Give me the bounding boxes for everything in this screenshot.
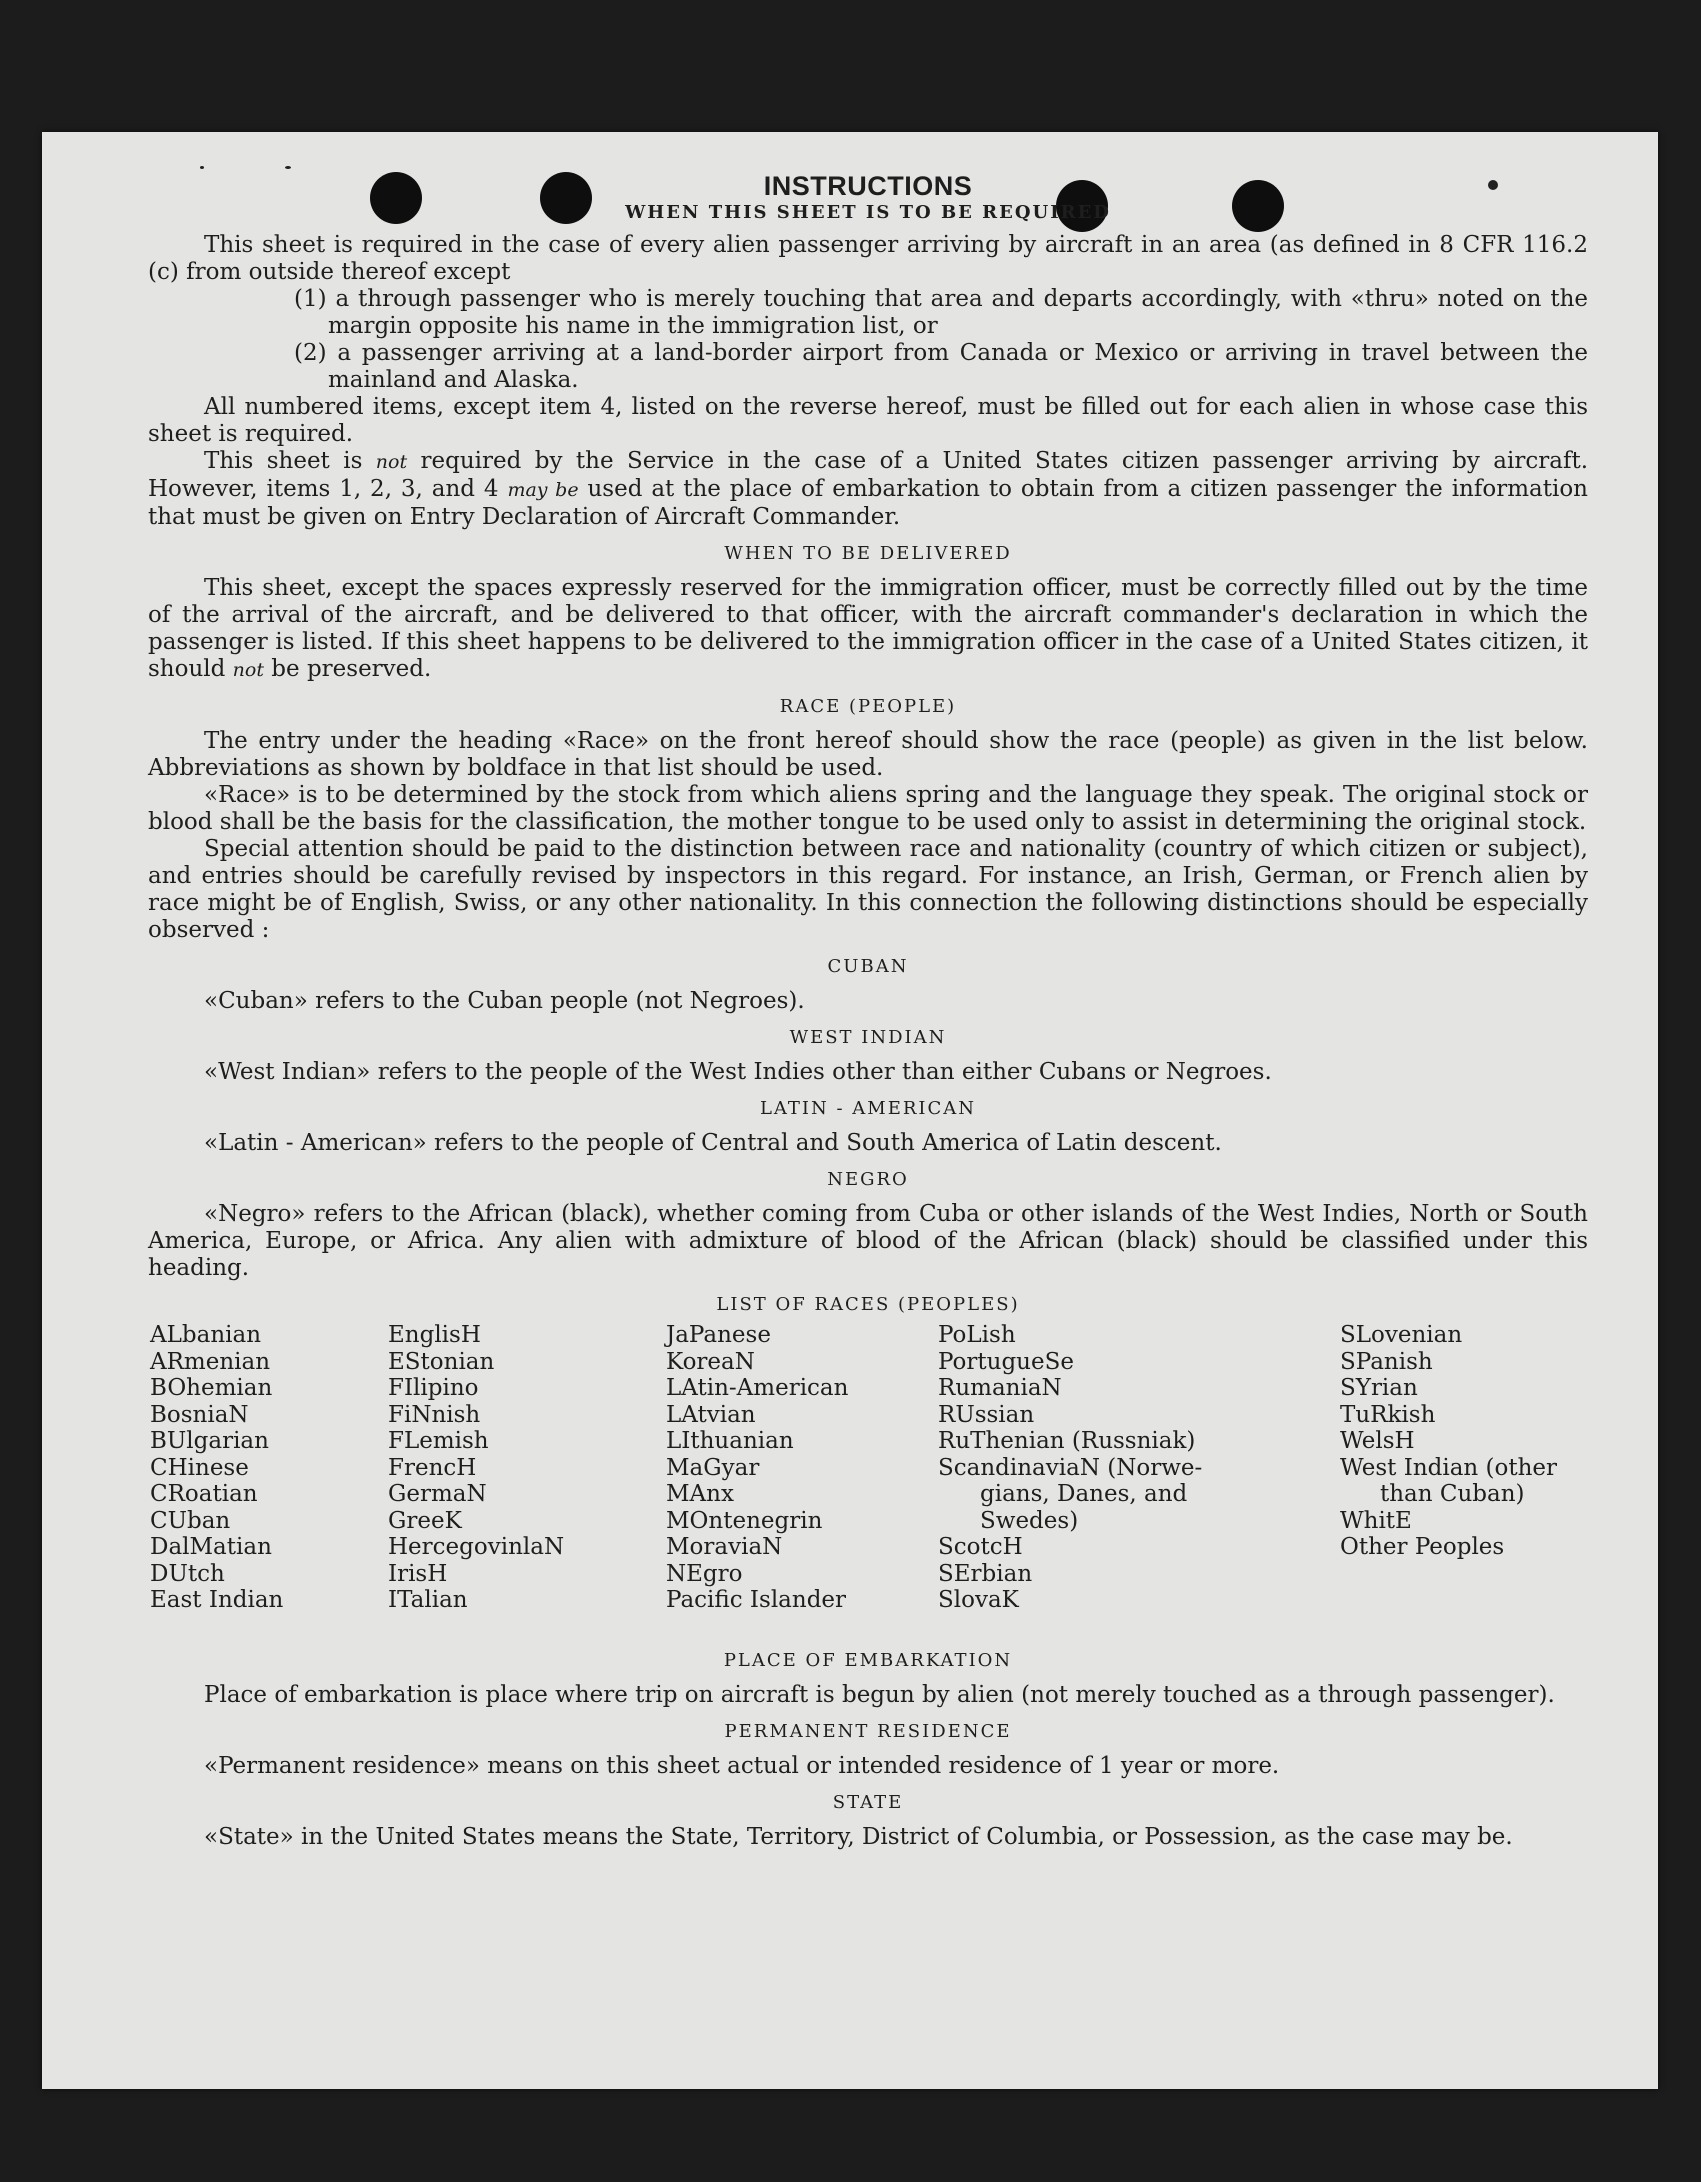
citizen-text-2: required by the Service in the case of a United States citizen passenger arriving by aircraft. However, items 1, 2, 3, and 4 xyxy=(148,448,1589,502)
races-column-2 xyxy=(388,1322,564,1614)
race-entry: FiNnish xyxy=(388,1401,481,1428)
race-entry: ITalian xyxy=(388,1587,468,1613)
state-heading: STATE xyxy=(832,1792,904,1813)
race-entry: ScotcH xyxy=(938,1534,1023,1560)
race-entry: PoLish xyxy=(938,1322,1016,1348)
citizen-paragraph xyxy=(148,448,1588,531)
race-entry: DUtch xyxy=(150,1560,225,1587)
list-of-races-heading: LIST OF RACES (PEOPLES) xyxy=(716,1294,1020,1315)
race-entry: CUban xyxy=(150,1507,231,1534)
delivered-heading: WHEN TO BE DELIVERED xyxy=(724,543,1012,564)
race-entry: BosniaN xyxy=(150,1401,249,1428)
race-entry: ARmenian xyxy=(150,1348,271,1375)
exception-2: (2) a passenger arriving at a land-border airport from Canada or Mexico or arriving in travel between the mainland and Alaska. xyxy=(294,340,1588,393)
race-entry: West Indian (other xyxy=(1340,1454,1558,1481)
race-entry: FrencH xyxy=(388,1454,477,1481)
race-paragraph-1: The entry under the heading «Race» on the front hereof should show the race (people) as given in the list below. Abbreviations as shown by boldface in that list should be used. xyxy=(148,728,1588,781)
latin-american-heading: LATIN - AMERICAN xyxy=(759,1098,977,1119)
race-entry: ScandinaviaN (Norwe- xyxy=(938,1454,1203,1481)
cuban-heading: CUBAN xyxy=(827,956,909,977)
race-entry-continued: Swedes) xyxy=(980,1507,1079,1534)
race-entry: RUssian xyxy=(938,1401,1035,1428)
race-paragraph-3: Special attention should be paid to the distinction between race and nationality (country of which citizen or subject), and entries should be carefully revised by inspectors in this regard. For instance, an Irish, German, or French alien by race might be of English, Swiss, or any other nationality. In this connection the following distinctions should be especially observed : xyxy=(148,836,1588,943)
races-column-4 xyxy=(938,1322,1202,1614)
races-column-5 xyxy=(1340,1322,1557,1561)
race-entry-continued: gians, Danes, and xyxy=(980,1481,1188,1507)
race-entry: DalMatian xyxy=(150,1534,272,1560)
required-intro: This sheet is required in the case of every alien passenger arriving by aircraft in an area (as defined in 8 CFR 116.2 (c) from outside thereof except xyxy=(148,232,1588,285)
race-entry: MaGyar xyxy=(666,1454,760,1481)
race-entry: CHinese xyxy=(150,1454,249,1481)
citizen-not-word: not xyxy=(375,451,408,473)
race-paragraph-2: «Race» is to be determined by the stock from which aliens spring and the language they speak. The original stock or blood shall be the basis for the classification, the mother tongue to be used only to assist in determining the original stock. xyxy=(148,782,1588,835)
residence-heading: PERMANENT RESIDENCE xyxy=(724,1721,1012,1742)
embarkation-paragraph: Place of embarkation is place where trip on aircraft is begun by alien (not merely touched as a through passenger). xyxy=(204,1682,1555,1708)
negro-paragraph: «Negro» refers to the African (black), whether coming from Cuba or other islands of the West Indies, North or South America, Europe, or Africa. Any alien with admixture of blood of the African (black) should be classified under this heading. xyxy=(148,1201,1588,1281)
delivered-paragraph xyxy=(148,575,1588,684)
race-entry: FIlipino xyxy=(388,1375,479,1401)
document-page xyxy=(42,132,1658,2089)
race-entry: ALbanian xyxy=(150,1322,262,1348)
race-entry: East Indian xyxy=(150,1587,284,1613)
residence-paragraph: «Permanent residence» means on this sheet actual or intended residence of 1 year or more. xyxy=(204,1753,1280,1779)
race-entry: EnglisH xyxy=(388,1322,481,1348)
latin-american-paragraph: «Latin - American» refers to the people of Central and South America of Latin descent. xyxy=(204,1130,1222,1156)
race-entry: MAnx xyxy=(666,1481,734,1507)
race-entry: Pacific Islander xyxy=(666,1587,847,1613)
race-entry: LAtvian xyxy=(666,1401,756,1428)
race-entry: IrisH xyxy=(388,1560,448,1587)
race-entry: BOhemian xyxy=(150,1375,273,1401)
race-entry: SPanish xyxy=(1340,1348,1433,1375)
race-entry: LIthuanian xyxy=(666,1428,794,1454)
delivered-text-1: This sheet, except the spaces expressly reserved for the immigration officer, must be correctly filled out by the time of the arrival of the aircraft, and be delivered to that officer, with the aircraft commander's declaration in which the passenger is listed. If this sheet happens to be delivered to the immigration officer in the case of a United States citizen, it should xyxy=(148,575,1588,682)
race-entry: RumaniaN xyxy=(938,1375,1062,1401)
race-entry: MoraviaN xyxy=(666,1534,783,1560)
page-subtitle: WHEN THIS SHEET IS TO BE REQUIRED xyxy=(625,202,1111,223)
race-entry: BUlgarian xyxy=(150,1428,269,1454)
page-title: INSTRUCTIONS xyxy=(763,171,973,201)
cuban-paragraph: «Cuban» refers to the Cuban people (not Negroes). xyxy=(204,988,805,1014)
exception-1: (1) a through passenger who is merely touching that area and departs accordingly, with «thru» noted on the margin opposite his name in the immigration list, or xyxy=(294,286,1588,339)
race-entry: PortugueSe xyxy=(938,1348,1074,1375)
speck xyxy=(200,166,204,169)
races-column-1 xyxy=(150,1322,283,1614)
instructions-content xyxy=(148,170,1588,1851)
race-entry: KoreaN xyxy=(666,1348,755,1375)
race-entry: JaPanese xyxy=(666,1322,771,1348)
negro-heading: NEGRO xyxy=(827,1169,909,1190)
race-entry: HercegovinlaN xyxy=(388,1534,565,1560)
race-entry: LAtin-American xyxy=(666,1375,849,1401)
race-entry: SlovaK xyxy=(938,1587,1019,1613)
west-indian-paragraph: «West Indian» refers to the people of the West Indies other than either Cubans or Negroes. xyxy=(204,1059,1272,1085)
races-column-3 xyxy=(666,1322,848,1614)
race-entry: GreeK xyxy=(388,1507,462,1534)
embarkation-heading: PLACE OF EMBARKATION xyxy=(723,1650,1013,1671)
race-entry-continued: than Cuban) xyxy=(1380,1481,1525,1507)
races-list xyxy=(148,1322,1588,1638)
citizen-text-1: This sheet is xyxy=(204,448,363,474)
citizen-may-be: may be xyxy=(507,479,579,501)
race-entry: WhitE xyxy=(1340,1507,1412,1534)
delivered-text-2: be preserved. xyxy=(271,656,432,682)
race-entry: TuRkish xyxy=(1340,1401,1436,1428)
race-entry: Other Peoples xyxy=(1340,1534,1505,1560)
race-entry: GermaN xyxy=(388,1481,487,1507)
race-entry: SYrian xyxy=(1340,1375,1418,1401)
race-entry: RuThenian (Russniak) xyxy=(938,1428,1196,1454)
state-paragraph: «State» in the United States means the State, Territory, District of Columbia, or Possession, as the case may be. xyxy=(204,1824,1513,1850)
race-entry: NEgro xyxy=(666,1560,743,1587)
race-entry: EStonian xyxy=(388,1348,495,1375)
race-entry: CRoatian xyxy=(150,1481,258,1507)
numbered-items-paragraph: All numbered items, except item 4, listed on the reverse hereof, must be filled out for each alien in whose case this sheet is required. xyxy=(148,394,1588,447)
citizen-text-3: used at the place of embarkation to obtain from a citizen passenger the information that must be given on Entry Declaration of Aircraft Commander. xyxy=(148,476,1589,530)
speck xyxy=(285,166,291,169)
race-entry: SErbian xyxy=(938,1560,1033,1587)
race-entry: WelsH xyxy=(1340,1428,1415,1454)
race-heading: RACE (PEOPLE) xyxy=(779,696,957,717)
delivered-not-word: not xyxy=(232,659,264,681)
west-indian-heading: WEST INDIAN xyxy=(789,1027,947,1048)
race-entry: FLemish xyxy=(388,1428,489,1454)
race-entry: SLovenian xyxy=(1340,1322,1463,1348)
race-entry: MOntenegrin xyxy=(666,1507,823,1534)
